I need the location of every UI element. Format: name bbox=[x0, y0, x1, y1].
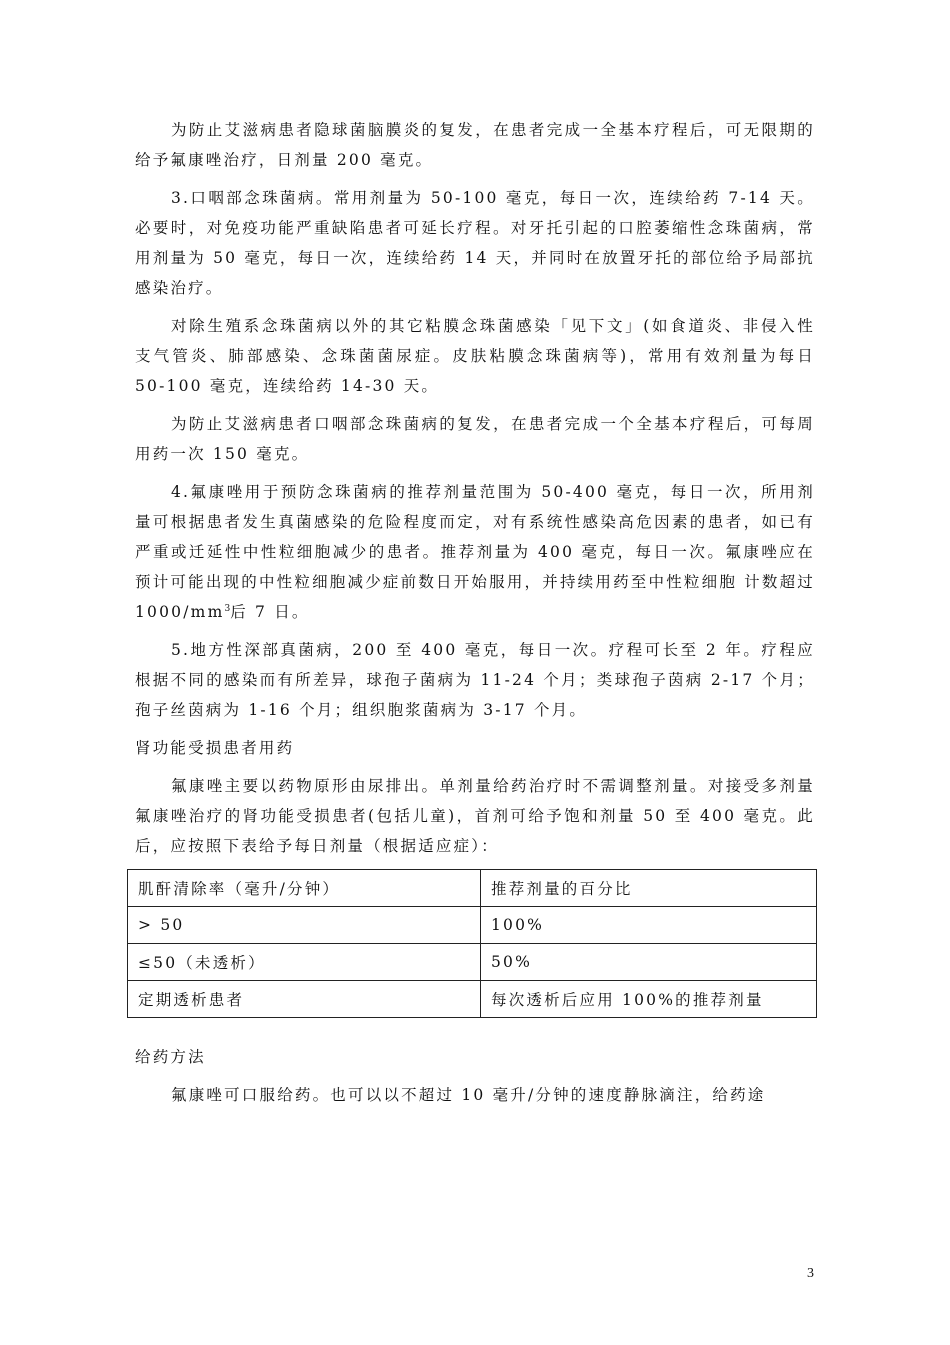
paragraph-endemic-mycoses: 5.地方性深部真菌病，200 至 400 毫克，每日一次。疗程可长至 2 年。疗程应根据不同的感染而有所差异，球孢子菌病为 11-24 个月；类球孢子茵病 2-17 个月；孢子丝茵病为 1-16 个月；组织胞浆菌病为 3-17 个月。 bbox=[135, 641, 815, 719]
table-header-row bbox=[128, 870, 817, 907]
table-header-cell: 肌酐清除率（毫升/分钟） bbox=[128, 870, 481, 907]
paragraph-mucosal-candidiasis: 对除生殖系念珠菌病以外的其它粘膜念珠菌感染「见下文」(如食道炎、非侵入性支气管炎、肺部感染、念珠菌菌尿症。皮肤粘膜念珠菌病等)，常用有效剂量为每日 50-100 毫克，连续给药 14-30 天。 bbox=[135, 317, 815, 395]
paragraph-candidiasis-prophylaxis bbox=[135, 477, 815, 627]
table-cell: > 50 bbox=[128, 907, 481, 944]
table-cell: 定期透析患者 bbox=[128, 981, 481, 1018]
page-number: 3 bbox=[807, 1266, 814, 1281]
paragraph-oropharyngeal-prevention: 为防止艾滋病患者口咽部念珠菌病的复发，在患者完成一个全基本疗程后，可每周用药一次 150 毫克。 bbox=[135, 415, 815, 463]
prophylaxis-text: 4.氟康唑用于预防念珠菌病的推荐剂量范围为 50-400 毫克，每日一次，所用剂量可根据患者发生真菌感染的危险程度而定，对有系统性感染高危因素的患者，如已有严重或迁延性中性粒细胞减少的患者。推荐剂量为 400 毫克，每日一次。氟康唑应在预计可能出现的中性粒细胞减少症前数日开始服用，并持续用药至中性粒细胞 计数超过 1000/mm bbox=[135, 483, 815, 621]
paragraph-administration: 氟康唑可口服给药。也可以以不超过 10 毫升/分钟的速度静脉滴注，给药途 bbox=[171, 1086, 766, 1104]
table-row bbox=[128, 981, 817, 1018]
renal-dosing-table bbox=[127, 869, 817, 1018]
section-heading-renal: 肾功能受损患者用药 bbox=[135, 739, 295, 757]
table-cell: ≤50（未透析） bbox=[128, 944, 481, 981]
superscript-three: 3 bbox=[224, 603, 231, 614]
table-cell: 50% bbox=[481, 944, 817, 981]
table-cell: 100% bbox=[481, 907, 817, 944]
table-header-cell: 推荐剂量的百分比 bbox=[481, 870, 817, 907]
prophylaxis-text-end: 后 7 日。 bbox=[230, 603, 310, 621]
paragraph-renal-dosing: 氟康唑主要以药物原形由尿排出。单剂量给药治疗时不需调整剂量。对接受多剂量氟康唑治疗的肾功能受损患者(包括儿童)，首剂可给予饱和剂量 50 至 400 毫克。此后，应按照下表给予每日剂量（根据适应症）： bbox=[135, 777, 815, 855]
paragraph-oropharyngeal-candidiasis: 3.口咽部念珠菌病。常用剂量为 50-100 毫克，每日一次，连续给药 7-14 天。必要时，对免疫功能严重缺陷患者可延长疗程。对牙托引起的口腔萎缩性念珠菌病，常用剂量为 50 毫克，每日一次，连续给药 14 天，并同时在放置牙托的部位给予局部抗感染治疗。 bbox=[135, 189, 815, 297]
table-row bbox=[128, 944, 817, 981]
table-cell: 每次透析后应用 100%的推荐剂量 bbox=[481, 981, 817, 1018]
paragraph-cryptococcal-prevention: 为防止艾滋病患者隐球菌脑膜炎的复发，在患者完成一全基本疗程后，可无限期的给予氟康唑治疗，日剂量 200 毫克。 bbox=[135, 121, 815, 169]
table-row bbox=[128, 907, 817, 944]
section-heading-administration: 给药方法 bbox=[135, 1048, 206, 1066]
